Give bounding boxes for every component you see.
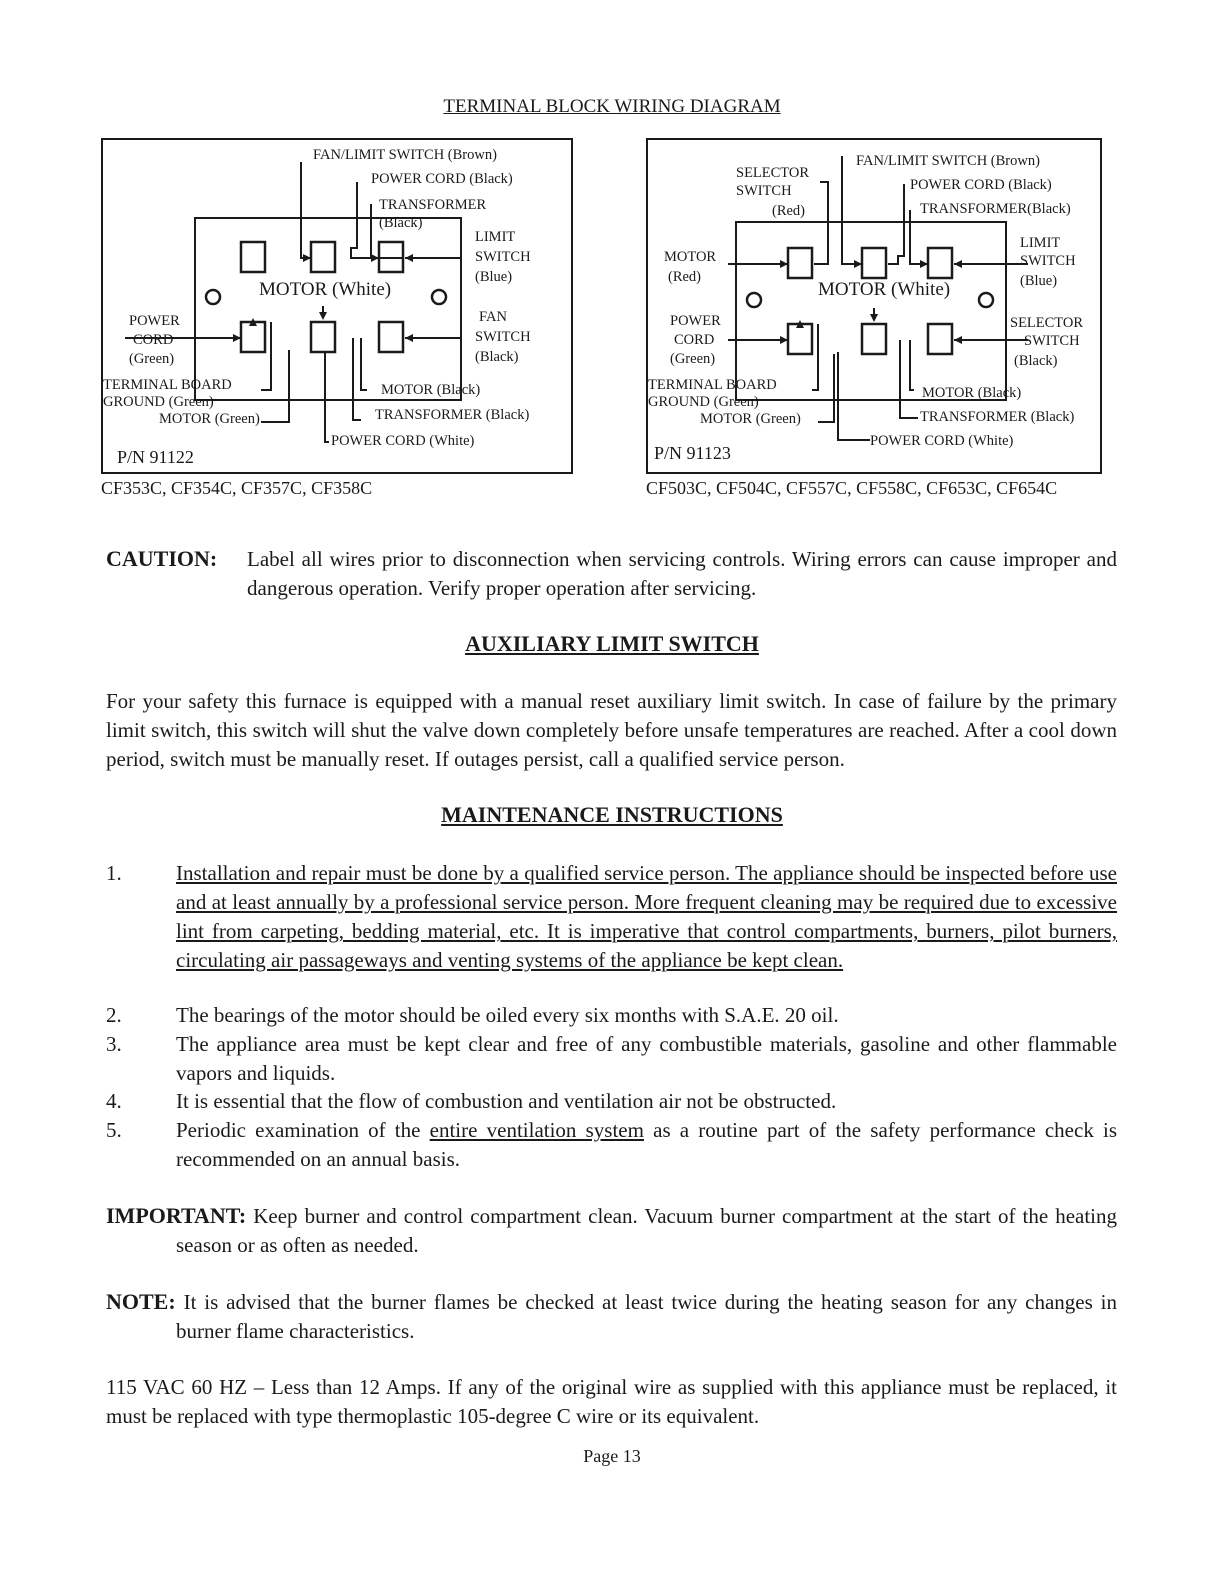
wiring-diagram-left [101, 138, 573, 474]
maintenance-num-4: 4. [106, 1089, 122, 1113]
label-power-cord-white: POWER CORD (White) [331, 433, 475, 449]
label-power: POWER [129, 313, 180, 329]
label-limit-switch: SWITCH [1020, 253, 1076, 269]
label-motor: MOTOR [664, 249, 717, 265]
label-fan-limit-switch: FAN/LIMIT SWITCH (Brown) [856, 153, 1040, 169]
label-transformer: TRANSFORMER [379, 197, 487, 213]
label-ground-green: GROUND (Green) [103, 394, 214, 410]
page-number: Page 13 [583, 1446, 641, 1466]
label-limit-switch: SWITCH [475, 249, 531, 265]
aux-limit-heading: AUXILIARY LIMIT SWITCH [465, 631, 759, 656]
maintenance-num-1: 1. [106, 861, 122, 885]
maintenance-item-2: The bearings of the motor should be oiled every six months with S.A.E. 20 oil. [176, 1003, 839, 1027]
model-list-left: CF353C, CF354C, CF357C, CF358C [101, 478, 373, 498]
note-label: NOTE: [106, 1289, 176, 1314]
label-motor-green: MOTOR (Green) [700, 411, 801, 427]
label-selector2: SELECTOR [1010, 315, 1084, 331]
maintenance-num-3: 3. [106, 1032, 122, 1056]
aux-limit-text: For your safety this furnace is equipped with a manual reset auxiliary limit switch. In case of failure by the primary limit switch, this switch will shut the valve down completely before unsafe temperatures are reached. After a cool down period, switch must be manually reset. If outages persist, call a qualified service person. [106, 689, 1117, 771]
label-limit-blue: (Blue) [475, 269, 513, 285]
label-selector: SELECTOR [736, 165, 810, 181]
maintenance-item-4: It is essential that the flow of combustion and ventilation air not be obstructed. [176, 1089, 837, 1113]
important-text: Keep burner and control compartment clean. Vacuum burner compartment at the start of the heating season or as often as needed. [176, 1204, 1118, 1257]
label-transformer-black-bottom: TRANSFORMER (Black) [375, 407, 530, 423]
label-motor-black: MOTOR (Black) [922, 385, 1022, 401]
label-selector-switch: SWITCH [736, 183, 792, 199]
label-ground-green: GROUND (Green) [648, 394, 759, 410]
label-motor-red: (Red) [668, 269, 702, 285]
electrical-text: 115 VAC 60 HZ – Less than 12 Amps. If any of the original wire as supplied with this appliance must be replaced, it must be replaced with type thermoplastic 105-degree C wire or its equivalent. [106, 1375, 1117, 1428]
label-limit: LIMIT [1020, 235, 1061, 251]
label-limit: LIMIT [475, 229, 516, 245]
label-selector2-switch: SWITCH [1024, 333, 1080, 349]
label-terminal-board: TERMINAL BOARD [103, 377, 232, 393]
wiring-diagram-right [646, 138, 1102, 474]
label-selector2-black: (Black) [1014, 353, 1058, 369]
important-label: IMPORTANT: [106, 1203, 247, 1228]
label-motor-white: MOTOR (White) [259, 279, 392, 300]
maintenance-item-5 [176, 1116, 1117, 1174]
caution-text: Label all wires prior to disconnection when servicing controls. Wiring errors can cause improper and dangerous operation. Verify proper operation after servicing. [247, 547, 1117, 600]
maintenance-item-3: The appliance area must be kept clear and free of any combustible materials, gasoline and other flammable vapors and liquids. [176, 1032, 1117, 1085]
label-selector-red: (Red) [772, 203, 806, 219]
label-green: (Green) [670, 351, 716, 367]
label-power-cord-white: POWER CORD (White) [870, 433, 1014, 449]
note-block [106, 1287, 1117, 1346]
label-green: (Green) [129, 351, 175, 367]
caution-label: CAUTION: [106, 546, 218, 571]
maintenance-item-1: Installation and repair must be done by a qualified service person. The appliance should be inspected before use and at least annually by a professional service person. More frequent cleaning may be required due to excessive lint from carpeting, bedding material, etc. It is imperative that control compartments, burners, pilot burners, circulating air passageways and venting systems of the appliance be kept clean. [176, 861, 1117, 972]
label-cord: CORD [133, 332, 174, 348]
label-transformer-black-bottom: TRANSFORMER (Black) [920, 409, 1075, 425]
label-limit-blue: (Blue) [1020, 273, 1058, 289]
label-fan: FAN [479, 309, 507, 325]
diagram-title: TERMINAL BLOCK WIRING DIAGRAM [443, 96, 781, 117]
part-number-right: P/N 91123 [654, 443, 731, 463]
label-motor-black: MOTOR (Black) [381, 382, 481, 398]
label-transformer-black: (Black) [379, 215, 423, 231]
label-cord: CORD [674, 332, 715, 348]
maintenance-num-5: 5. [106, 1118, 122, 1142]
label-transformer-black: TRANSFORMER(Black) [920, 201, 1071, 217]
note-text: It is advised that the burner flames be checked at least twice during the heating season for any changes in burner flame characteristics. [176, 1290, 1118, 1343]
maintenance-item-5-underlined: entire ventilation system [429, 1118, 644, 1142]
model-list-right: CF503C, CF504C, CF557C, CF558C, CF653C, CF654C [646, 478, 1058, 498]
maintenance-num-2: 2. [106, 1003, 122, 1027]
part-number-left: P/N 91122 [117, 447, 194, 467]
label-terminal-board: TERMINAL BOARD [648, 377, 777, 393]
label-power-cord-black: POWER CORD (Black) [371, 171, 513, 187]
label-fan-black: (Black) [475, 349, 519, 365]
important-block [106, 1201, 1117, 1260]
label-motor-green: MOTOR (Green) [159, 411, 260, 427]
label-fan-limit-switch: FAN/LIMIT SWITCH (Brown) [313, 147, 497, 163]
maintenance-heading: MAINTENANCE INSTRUCTIONS [441, 802, 783, 827]
label-fan-switch: SWITCH [475, 329, 531, 345]
maintenance-item-5-part1: Periodic examination of the [176, 1118, 430, 1142]
label-power: POWER [670, 313, 721, 329]
label-motor-white: MOTOR (White) [818, 279, 951, 300]
maintenance-item-5-part2: as a routine part of the safety performance check is recommended on an annual basis. [176, 1118, 1118, 1171]
label-power-cord-black: POWER CORD (Black) [910, 177, 1052, 193]
